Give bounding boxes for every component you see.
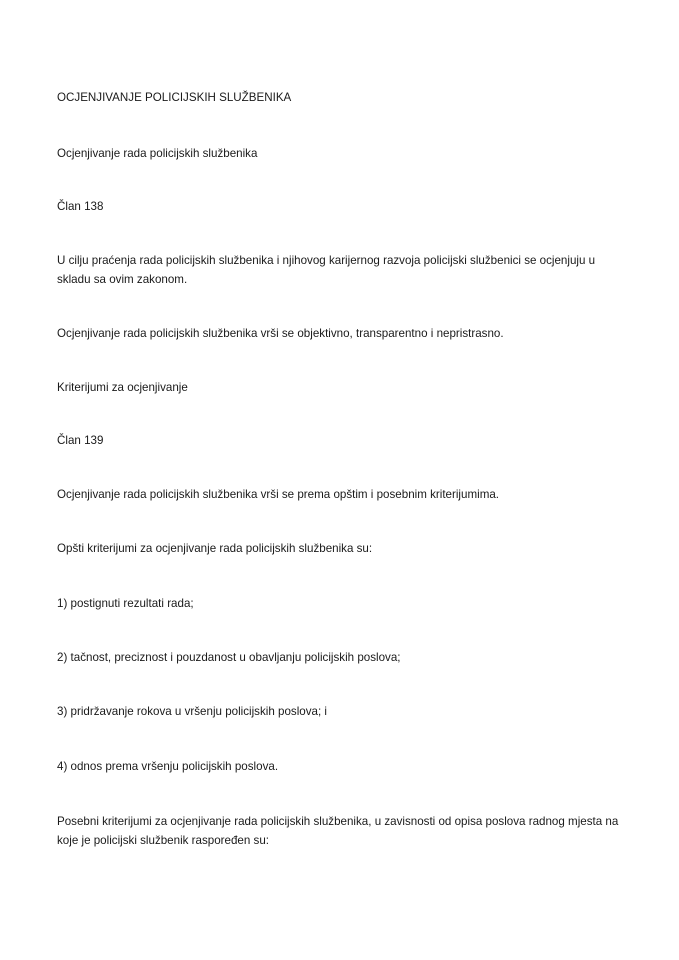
- list-item: 4) odnos prema vršenju policijskih poslova.: [57, 760, 279, 773]
- article-number: Član 138: [57, 200, 104, 213]
- document-heading: OCJENJIVANJE POLICIJSKIH SLUŽBENIKA: [57, 91, 292, 104]
- section-title: Ocjenjivanje rada policijskih službenika: [57, 147, 258, 160]
- list-item: 1) postignuti rezultati rada;: [57, 597, 194, 610]
- paragraph: Posebni kriterijumi za ocjenjivanje rada policijskih službenika, u zavisnosti od opisa poslova radnog mjesta na koje je policijski službenik raspoređen su:: [57, 815, 619, 847]
- paragraph: Opšti kriterijumi za ocjenjivanje rada policijskih službenika su:: [57, 542, 373, 555]
- paragraph: Ocjenjivanje rada policijskih službenika vrši se prema opštim i posebnim kriterijumima.: [57, 488, 500, 501]
- section-title: Kriterijumi za ocjenjivanje: [57, 381, 188, 394]
- article-number: Član 139: [57, 434, 104, 447]
- list-item: 2) tačnost, preciznost i pouzdanost u obavljanju policijskih poslova;: [57, 651, 401, 664]
- paragraph: U cilju praćenja rada policijskih službenika i njihovog karijernog razvoja policijski službenici se ocjenjuju u skladu sa ovim zakonom.: [57, 254, 596, 286]
- paragraph: Ocjenjivanje rada policijskih službenika vrši se objektivno, transparentno i nepristrasno.: [57, 327, 504, 340]
- list-item: 3) pridržavanje rokova u vršenju policijskih poslova; i: [57, 705, 328, 718]
